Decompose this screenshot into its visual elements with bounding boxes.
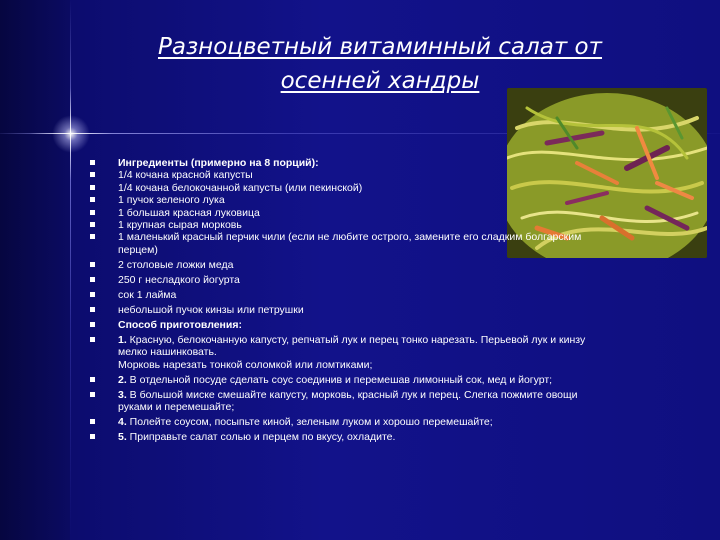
step-text: Приправьте салат солью и перцем по вкусу, охладите.: [126, 431, 396, 444]
bullet-icon: [90, 277, 95, 282]
list-item: [90, 259, 670, 271]
step-number: 1.: [118, 333, 127, 346]
step-number: 5.: [118, 431, 127, 444]
step-text: Полейте соусом, посыпьте киной, зеленым луком и хорошо перемешайте;: [126, 416, 493, 429]
ingredient-text: 250 г несладкого йогурта: [118, 273, 240, 286]
bullet-icon: [90, 322, 95, 327]
ingredient-text: 1 крупная сырая морковь: [118, 219, 242, 232]
step-continuation: мелко нашинковать.: [118, 346, 217, 359]
sparkle-icon: [52, 115, 90, 153]
method-heading: Способ приготовления:: [118, 318, 242, 331]
step-number: 2.: [118, 373, 127, 386]
bullet-icon: [90, 419, 95, 424]
step-number: 3.: [118, 388, 127, 401]
bullet-icon: [90, 197, 95, 202]
sparkle-ray-vertical: [70, 88, 71, 180]
bullet-icon: [90, 377, 95, 382]
bullet-icon: [90, 222, 95, 227]
bullet-icon: [90, 172, 95, 177]
bullet-icon: [90, 234, 95, 239]
bullet-icon: [90, 307, 95, 312]
step-text: Красную, белокочанную капусту, репчатый лук и перец тонко нарезать. Перьевой лук и кинзу: [126, 333, 586, 346]
step-continuation: Морковь нарезать тонкой соломкой или ломтиками;: [118, 358, 373, 371]
ingredient-text: 1/4 кочана белокочанной капусты (или пекинской): [118, 181, 363, 194]
bullet-icon: [90, 292, 95, 297]
list-item: [90, 194, 670, 206]
step-continuation: руками и перемешайте;: [118, 401, 235, 414]
ingredient-text: 1 большая красная луковица: [118, 206, 260, 219]
decor-vertical-line: [70, 0, 71, 540]
list-item: [90, 389, 670, 401]
step-number: 4.: [118, 416, 127, 429]
list-item: [90, 207, 670, 219]
left-band: [0, 0, 70, 540]
recipe-list: [90, 157, 670, 443]
bullet-icon: [90, 337, 95, 342]
bullet-icon: [90, 262, 95, 267]
sparkle-ray-horizontal: [30, 133, 112, 134]
list-item: [90, 274, 670, 286]
list-item: [90, 334, 670, 346]
ingredient-text: 1 маленький красный перчик чили (если не любите острого, замените его сладким болгарским: [118, 231, 582, 244]
ingredient-text: сок 1 лайма: [118, 288, 177, 301]
list-item: [90, 431, 670, 443]
list-item: [90, 157, 670, 169]
ingredient-text: 2 столовые ложки меда: [118, 258, 234, 271]
list-item: [90, 319, 670, 331]
list-item: [90, 304, 670, 316]
list-item: [90, 289, 670, 301]
bullet-icon: [90, 185, 95, 190]
title-line-2: осенней хандры: [280, 68, 480, 94]
list-item: [90, 219, 670, 231]
ingredient-text: 1 пучок зеленого лука: [118, 194, 225, 207]
ingredient-continuation: перцем): [118, 243, 158, 256]
ingredient-text: 1/4 кочана красной капусты: [118, 169, 253, 182]
list-item: [90, 374, 670, 386]
title-line-1: Разноцветный витаминный салат от: [157, 34, 603, 60]
ingredient-text: небольшой пучок кинзы или петрушки: [118, 303, 304, 316]
list-item: [90, 231, 670, 243]
ingredients-heading: Ингредиенты (примерно на 8 порций):: [118, 157, 319, 169]
bullet-icon: [90, 392, 95, 397]
list-item: [90, 169, 670, 181]
step-text: В большой миске смешайте капусту, морковь, красный лук и перец. Слегка пожмите овощи: [126, 388, 578, 401]
bullet-icon: [90, 210, 95, 215]
bullet-icon: [90, 434, 95, 439]
list-item: [90, 182, 670, 194]
list-item: [90, 416, 670, 428]
bullet-icon: [90, 160, 95, 165]
step-text: В отдельной посуде сделать соус соединив и перемешав лимонный сок, мед и йогурт;: [126, 373, 553, 386]
